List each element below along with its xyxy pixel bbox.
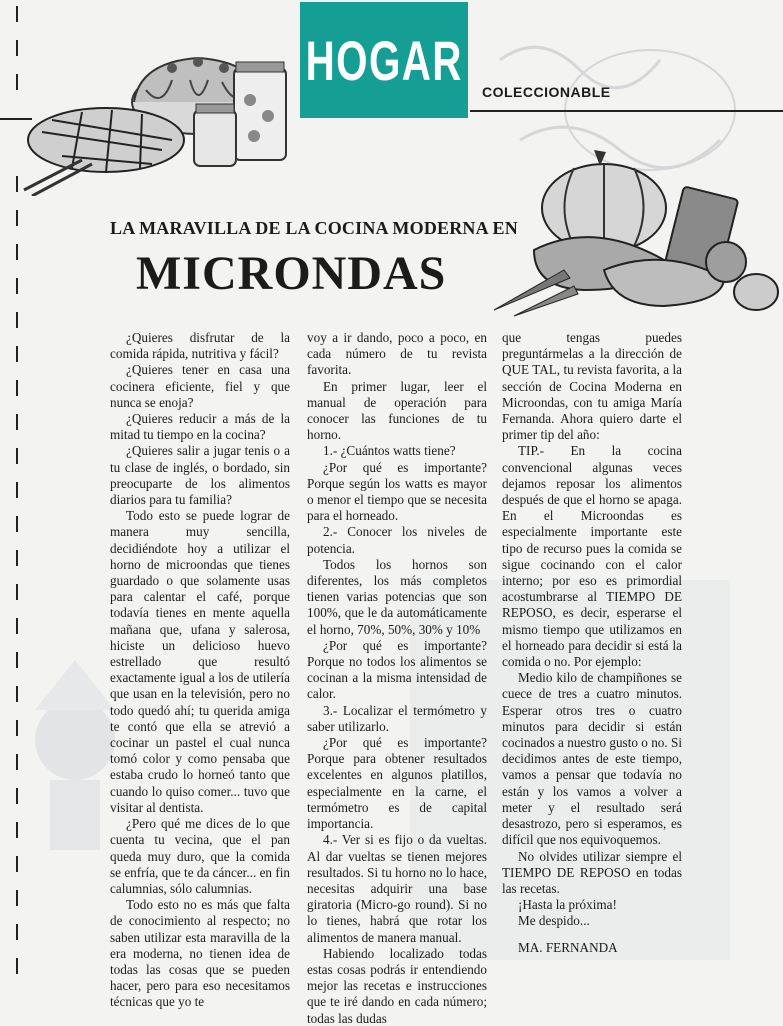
paragraph: Todo esto se puede lograr de manera muy sencilla, decidiéndote hoy a utilizar el horno de microondas que tienes guardado o que solamente usas para calentar el café, porque todavía tienes en mente aquella mañana que, ufana y salerosa, hiciste un delicioso huevo estrellado que resultó exactamente igual a los de utilería que usan en la televisión, pero no todo quedó ahí; tu querida amiga te contó que ella se atrevió a cocinar un pastel el cual nunca tomó color y como pensaba que estaba crudo lo horneó tanto que cuando lo quiso comer... tuvo que visitar al dentista. [110,508,290,815]
paragraph: ¿Por qué es importante? Porque según los watts es mayor o menor el tiempo que se necesita para el horneado. [307,459,487,524]
article-title: MICRONDAS [136,247,447,300]
paragraph: Medio kilo de champiñones se cuece de tres a cuatro minutos. Esperar otros tres o cuatro minutos para decidir si están cocinados a nuestro gusto o no. Si decidimos antes de este tiempo, vamos a pensar que todavía no están y los vamos a volver a meter y el resultado será desastrozo, pero si esperamos, es difícil que nos equivoquemos. [502,670,682,848]
paragraph: ¿Quieres salir a jugar tenis o a tu clase de inglés, o bordado, sin preocuparte de los alimentos diarios para tu familia? [110,443,290,508]
paragraph: Todo esto no es más que falta de conocimiento al respecto; no saben utilizar esta maravilla de la era moderna, no tienen idea de todas las cosas que se pueden hacer, pero para eso necesitamos técnicas que yo te [110,897,290,1010]
paragraph: Habiendo localizado todas estas cosas podrás ir entendiendo mejor las recetas e instrucciones que te iré dando en cada número; todas las dudas [307,945,487,1026]
paragraph: ¿Quieres reducir a más de la mitad tu tiempo en la cocina? [110,411,290,443]
baked-goods-illustration [22,40,294,196]
paragraph: voy a ir dando, poco a poco, en cada número de tu revista favorita. [307,330,487,378]
paragraph: ¿Quieres tener en casa una cocinera eficiente, fiel y que nunca se enoja? [110,362,290,410]
section-title: HOGAR [305,28,463,92]
paragraph: ¡Hasta la próxima! [518,897,617,913]
header-rule-left [0,118,32,120]
article-kicker: LA MARAVILLA DE LA COCINA MODERNA EN [110,218,518,238]
paragraph: Me despido... [518,913,590,929]
list-item: 3.- Localizar el termómetro y saber utilizarlo. [307,702,487,734]
paragraph: ¿Pero qué me dices de lo que cuenta tu vecina, que el pan queda muy duro, que la comida se enfría, que te da cáncer... en fin calumnias, sólo calumnias. [110,816,290,896]
paragraph: Todos los hornos son diferentes, los más completos tienen varias potencias que son 100%, que le da automáticamente el horno, 70%, 50%, 30% y 10% [307,556,487,637]
article-column-3 [502,330,682,956]
margin-dash-marks [16,0,20,1026]
article-column-1 [110,330,290,1011]
author-signature: MA. FERNANDA [518,939,618,955]
paragraph: En primer lugar, leer el manual de operación para conocer las funciones de tu horno. [307,378,487,443]
vegetables-illustration [494,150,780,320]
collectible-label: COLECCIONABLE [482,84,611,100]
section-banner [300,2,468,118]
paragraph: ¿Por qué es importante? Porque no todos los alimentos se cocinan a la misma intensidad de calor. [307,637,487,702]
paragraph: No olvides utilizar siempre el TIEMPO DE REPOSO en todas las recetas. [502,848,682,896]
paragraph: TIP.- En la cocina convencional algunas veces dejamos reposar los alimentos después de que el horno se apaga. En el Microondas es especialmente importante este tipo de recurso pues la comida se sigue cocinando con el calor interno; por eso es primordial acostumbrarse al TIEMPO DE REPOSO, es decir, esperarse el mismo tiempo que utilizamos en el horneado para decidir si está la comida o no. Por ejemplo: [502,443,682,670]
list-item: 1.- ¿Cuántos watts tiene? [323,443,456,459]
list-item: 2.- Conocer los niveles de potencia. [307,524,487,556]
header-rule [470,110,783,112]
article-column-2 [307,330,487,1026]
paragraph: que tengas puedes preguntármelas a la dirección de QUE TAL, tu revista favorita, a la sección de Cocina Moderna en Microondas, con tu amiga María Fernanda. Ahora quiero darte el primer tip del año: [502,330,682,443]
list-item: 4.- Ver si es fijo o da vueltas. Al dar vueltas se tienen mejores resultados. Si tu horno no lo hace, necesitas adquirir una base giratoria (Micro-go round). Si no lo tienes, habrá que rotar los alimentos de manera manual. [307,832,487,945]
paragraph: ¿Quieres disfrutar de la comida rápida, nutritiva y fácil? [110,330,290,362]
paragraph: ¿Por qué es importante? Porque para obtener resultados excelentes en algunos platillos, especialmente en la carne, el termómetro es de capital importancia. [307,735,487,832]
